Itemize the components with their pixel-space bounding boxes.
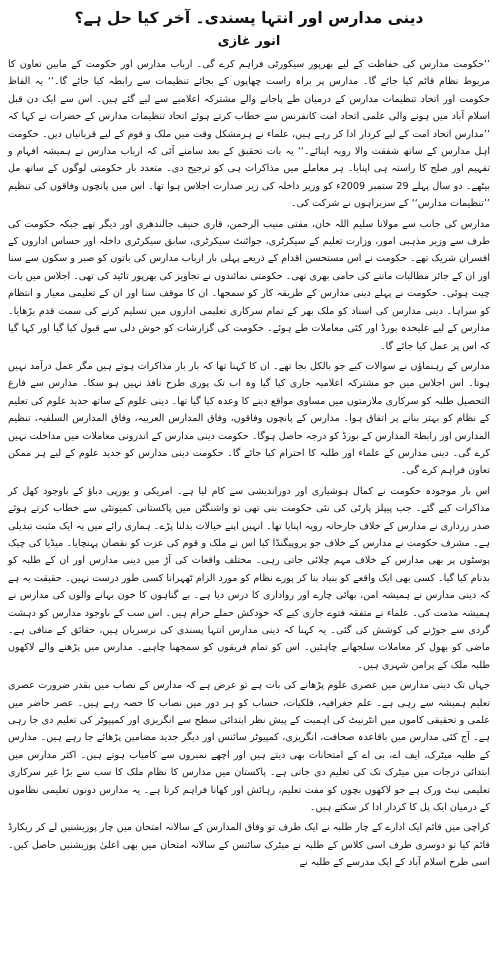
article-paragraph: اس بار موجودہ حکومت نے کمال ہوشیاری اور دوراندیشی سے کام لیا ہے۔ امریکی و یورپی دباؤ کے باوجود کھل کر مذاکرات کیے گئے۔ جب پیپلز پارٹی کی نئی حکومت بنی تھی تو واشنگٹن میں پاکستانی کمیونٹی سے خطاب کرتے ہوئے صدر زرداری نے مدارس کے خلاف جارحانہ رویہ اپنایا تھا۔ انہیں اپنے خیالات بدلنا پڑے۔ ہماری رائے میں یہ ایک مثبت تبدیلی ہے۔ مشرف حکومت نے مدارس کے خلاف جو پروپیگنڈا کیا اس نے ملک و قوم کی عزت کو نقصان پہنچایا۔ میڈیا کی چیک پوسٹوں پر بھی مدارس کے خلاف مہم چلائی جاتی رہی۔ مختلف واقعات کی آڑ میں دینی مدارس اور ان کے طلبہ کو بدنام کیا گیا۔ کسی بھی ایک واقعے کو بنیاد بنا کر پورے نظام کو مورد الزام ٹھہرانا کسی طور درست نہیں۔ حقیقت یہ ہے کہ دینی مدارس نے ہمیشہ امن، بھائی چارے اور رواداری کا درس دیا ہے۔ بے گناہوں کا خون بہانے والوں کی مدارس نے ہمیشہ مذمت کی۔ علماء نے متفقہ فتوے جاری کیے کہ خودکش حملے حرام ہیں۔ اس سب کے باوجود مدارس کو دہشت گردی سے جوڑنے کی کوشش کی گئی۔ یہ کہنا کہ دینی مدارس انتہا پسندی کی نرسریاں ہیں، حقائق کے منافی ہے۔ ماضی کو بھول کر معاملات سلجھانے چاہئیں۔ اس کو تمام فریقوں کو سمجھنا چاہیے۔ مدارس میں پڑھنے والے لاکھوں طلبہ ملک کے پرامن شہری ہیں۔ (8, 485, 490, 671)
article-byline: انور غازی (217, 34, 281, 49)
article-paragraph: جہاں تک دینی مدارس میں عصری علوم پڑھانے کی بات ہے تو عرض ہے کہ مدارس کے نصاب میں بقدر ضرورت عصری تعلیم ہمیشہ سے رہی ہے۔ علم جغرافیہ، فلکیات، حساب کو ہر دور میں نصاب کا حصہ رہے ہیں۔ عصر حاضر میں علمی و تحقیقی کاموں میں انٹرنیٹ کی اہمیت کے پیش نظر ابتدائی سطح سے انگریزی اور کمپیوٹر کی تعلیم دی جا رہی ہے۔ آج کئی مدارس میں باقاعدہ صحافت، انگریزی، کمپیوٹر سائنس اور دیگر جدید مضامین پڑھائے جا رہے ہیں۔ مدارس کے طلبہ میٹرک، ایف اے، بی اے کے امتحانات بھی دیتے ہیں اور اچھے نمبروں سے کامیاب ہوتے ہیں۔ اکثر مدارس میں ابتدائی درجات میں میٹرک تک کی تعلیم دی جاتی ہے۔ پاکستان میں مدارس کا نظام ملک کا سب سے بڑا غیر سرکاری تعلیمی نیٹ ورک ہے جو لاکھوں بچوں کو مفت تعلیم، رہائش اور کھانا فراہم کرتا ہے۔ یہ مدارس دونوں تعلیمی نظاموں کے درمیان ایک پل کا کردار ادا کر سکتے ہیں۔ (8, 680, 490, 814)
article-paragraph: مدارس کی جانب سے مولانا سلیم اللہ خان، مفتی منیب الرحمن، قاری حنیف جالندھری اور دیگر تھے جبکہ حکومت کی طرف سے وزیر مذہبی امور، وزارت تعلیم کے سیکرٹری، جوائنٹ سیکرٹری، سابق سیکرٹری داخلہ اور حساس اداروں کے افسران شریک تھے۔ حکومت نے اس مستحسن اقدام کے ذریعے پہلی بار ارباب مدارس کی باتوں کو صبر و سکون سے سنا اور ان کے جائز مطالبات ماننے کی حامی بھری تھی۔ حکومتی نمائندوں نے تجاویز کی بھرپور تائید کی تھی۔ اجلاس میں بات چیت ہوئی۔ حکومت نے پہلے دینی مدارس کے طریقہ کار کو سمجھا۔ ان کا موقف سنا اور ان کے تعلیمی معیار و انتظام کو سراہا۔ دینی مدارس کی اسناد کو ملک بھر کے تمام سرکاری تعلیمی اداروں میں تسلیم کرنے کی سمت قدم بڑھایا۔ مدارس کے لیے علیحدہ بورڈ اور کئی معاملات طے ہوئے۔ حکومت کی گزارشات کو خوش دلی سے قبول کیا گیا اور کہا گیا کہ اس پر عمل کیا جائے گا۔ (8, 218, 490, 352)
article-paragraph: مدارس کے رہنماؤں نے سوالات کیے جو بالکل بجا تھے۔ ان کا کہنا تھا کہ بار بار مذاکرات ہوتے ہیں مگر عمل درآمد نہیں ہوتا۔ اس اجلاس میں جو مشترکہ اعلامیہ جاری کیا گیا وہ اب تک پوری طرح نافذ نہیں ہو سکا۔ مدارس سے فارغ التحصیل طلبہ کو سرکاری ملازمتوں میں مساوی مواقع دینے کا وعدہ کیا گیا تھا۔ دینی علوم کے ساتھ جدید علوم کی تعلیم کے نظام کو بہتر بنانے پر اتفاق ہوا۔ مدارس کے پانچوں وفاقوں، وفاق المدارس العربیہ، وفاق المدارس السلفیہ، تنظیم المدارس اور رابطۃ المدارس کے بورڈ کو درجہ حاصل ہوگا۔ حکومت دینی مدارس کے اندرونی معاملات میں مداخلت نہیں کرے گی۔ دینی مدارس کے علماء اور طلبہ کا احترام کیا جائے گا۔ حکومت دینی مدارس کو جدید علوم کے لیے ہر ممکن تعاون فراہم کرے گی۔ (8, 360, 490, 477)
article-headline: دینی مدارس اور انتہا پسندی۔ آخر کیا حل ہے؟ (74, 9, 424, 27)
article-paragraph: کراچی میں قائم ایک ادارے کے چار طلبہ نے ایک طرف تو وفاق المدارس کے سالانہ امتحان میں چار پوزیشنیں لے کر ریکارڈ قائم کیا تو دوسری طرف اسی کلاس کے طلبہ نے میٹرک سائنس کے سالانہ امتحان میں بھی اعلیٰ پوزیشنیں حاصل کیں۔ اسی طرح اسلام آباد کے ایک مدرسے کے طلبہ نے (8, 822, 490, 869)
article-paragraph: ’’حکومت مدارس کی حفاظت کے لیے بھرپور سیکورٹی فراہم کرے گی۔ ارباب مدارس اور حکومت کے مابین تعاون کا مربوط نظام قائم کیا جائے گا۔ مدارس پر براہ راست چھاپوں کے بجائے تنظیمات سے رابطہ کیا جائے گا۔‘‘ یہ الفاظ حکومت اور اتحاد تنظیمات مدارس کے درمیان طے پاجانے والے مشترکہ اعلامیے سے لیے گئے ہیں۔ اس سے ایک دن قبل اسلام آباد میں ہونے والی علمی اتحاد امت کانفرنس سے خطاب کرتے ہوئے اتحاد تنظیمات مدارس کے حضرات نے کہا کہ ’’مدارس اتحاد امت کے لیے کردار ادا کر رہے ہیں، علماء نے ہرمشکل وقت میں ملک و قوم کے لیے قربانیاں دیں۔ حکومت اہل مدارس کے ساتھ شفقت والا رویہ اپنائے۔‘‘ یہ بات تحقیق کے بعد سامنے آئی کہ ارباب مدارس نے ہمیشہ افہام و تفہیم اور صلح کا راستہ ہی اپنایا۔ ہر معاملے میں مذاکرات ہی کو ترجیح دی۔ متعدد بار حکومتی لوگوں کے ساتھ مل بیٹھے۔ دو سال پہلے 29 ستمبر 2009ء کو وزیر داخلہ کی زیر صدارت اجلاس ہوا تھا۔ اس میں پانچوں وفاقوں کی تنظیم ’’تنظیمات مدارس‘‘ کے سربراہوں نے شرکت کی۔ (8, 59, 491, 210)
